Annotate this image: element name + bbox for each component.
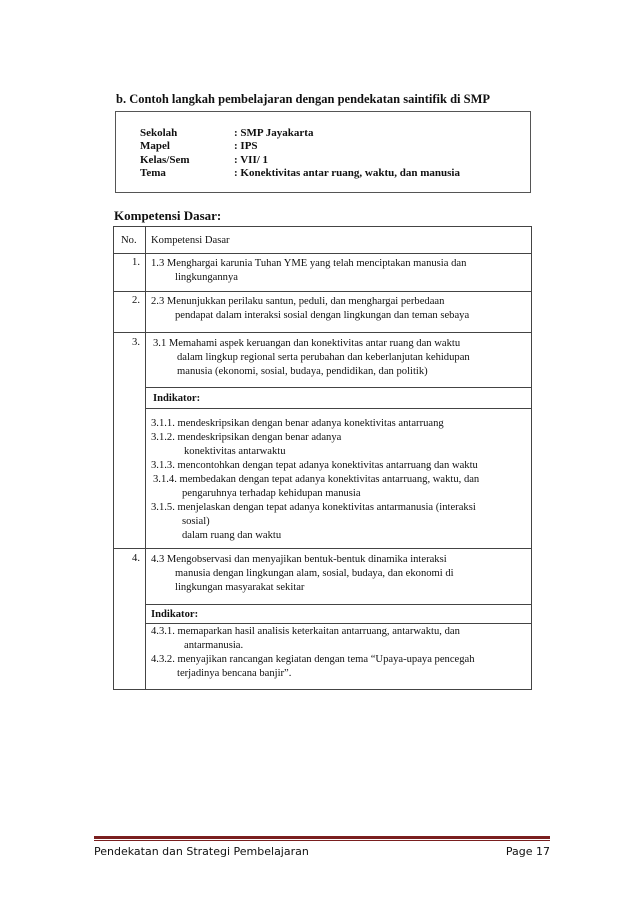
indikator-text: pengaruhnya terhadap kehidupan manusia: [182, 488, 361, 499]
kd-text: lingkungan masyarakat sekitar: [175, 582, 305, 593]
footer-rule: [94, 836, 550, 839]
footer-title: Pendekatan dan Strategi Pembelajaran: [94, 845, 309, 858]
indikator-text: 3.1.1. mendeskripsikan dengan benar adanya konektivitas antarruang: [151, 418, 444, 429]
page-number: Page 17: [505, 845, 550, 858]
indikator-text: sosial): [182, 516, 210, 527]
kd-text: lingkungannya: [175, 272, 238, 283]
row-divider: [145, 604, 531, 605]
indikator-text: 3.1.2. mendeskripsikan dengan benar adanya: [151, 432, 342, 443]
indikator-label: Indikator:: [151, 609, 199, 620]
kd-text: manusia (ekonomi, sosial, budaya, pendidikan, dan politik): [177, 366, 428, 377]
indikator-text: 3.1.4. membedakan dengan tepat adanya konektivitas antarruang, waktu, dan: [153, 474, 480, 485]
info-value: : SMP Jayakarta: [234, 127, 314, 139]
row-number: 3.: [132, 337, 140, 348]
footer-rule: [94, 840, 550, 841]
info-key: Kelas/Sem: [140, 154, 190, 166]
indikator-text: 4.3.2. menyajikan rancangan kegiatan dengan tema “Upaya-upaya pencegah: [151, 654, 475, 665]
info-value: : Konektivitas antar ruang, waktu, dan manusia: [234, 167, 460, 179]
info-key: Mapel: [140, 140, 170, 152]
kd-text: pendapat dalam interaksi sosial dengan lingkungan dan teman sebaya: [175, 310, 470, 321]
indikator-text: konektivitas antarwaktu: [184, 446, 286, 457]
row-divider: [114, 548, 531, 549]
info-value: : IPS: [234, 140, 258, 152]
kompetensi-dasar-title: Kompetensi Dasar:: [114, 208, 222, 223]
kd-text: 2.3 Menunjukkan perilaku santun, peduli, dan menghargai perbedaan: [151, 296, 445, 307]
indikator-text: terjadinya bencana banjir”.: [177, 668, 292, 679]
row-number: 4.: [132, 553, 140, 564]
row-divider: [114, 332, 531, 333]
row-divider: [114, 291, 531, 292]
indikator-text: antarmanusia.: [184, 640, 244, 651]
info-key: Sekolah: [140, 127, 178, 139]
indikator-label: Indikator:: [153, 393, 201, 404]
info-value: : VII/ 1: [234, 154, 269, 166]
kd-text: dalam lingkup regional serta perubahan dan keberlanjutan kehidupan: [177, 352, 470, 363]
row-divider: [114, 253, 531, 254]
indikator-text: 3.1.5. menjelaskan dengan tepat adanya konektivitas antarmanusia (interaksi: [151, 502, 476, 513]
info-box: [115, 111, 531, 193]
row-divider: [145, 387, 531, 388]
kd-text: 3.1 Memahami aspek keruangan dan konektivitas antar ruang dan waktu: [153, 338, 461, 349]
row-divider: [145, 408, 531, 409]
kd-text: 4.3 Mengobservasi dan menyajikan bentuk-bentuk dinamika interaksi: [151, 554, 447, 565]
row-number: 2.: [132, 295, 140, 306]
info-key: Tema: [140, 167, 166, 179]
indikator-text: dalam ruang dan waktu: [182, 530, 282, 541]
row-divider: [145, 623, 531, 624]
kd-text: manusia dengan lingkungan alam, sosial, budaya, dan ekonomi di: [175, 568, 454, 579]
header-kompetensi-dasar: Kompetensi Dasar: [151, 235, 230, 246]
header-no: No.: [121, 235, 137, 246]
indikator-text: 3.1.3. mencontohkan dengan tepat adanya konektivitas antarruang dan waktu: [151, 460, 478, 471]
indikator-text: 4.3.1. memaparkan hasil analisis keterkaitan antarruang, antarwaktu, dan: [151, 626, 460, 637]
kd-text: 1.3 Menghargai karunia Tuhan YME yang telah menciptakan manusia dan: [151, 258, 467, 269]
row-number: 1.: [132, 257, 140, 268]
column-divider: [145, 227, 146, 689]
section-heading: b. Contoh langkah pembelajaran dengan pendekatan saintifik di SMP: [116, 92, 491, 106]
kompetensi-dasar-table: [113, 226, 532, 690]
